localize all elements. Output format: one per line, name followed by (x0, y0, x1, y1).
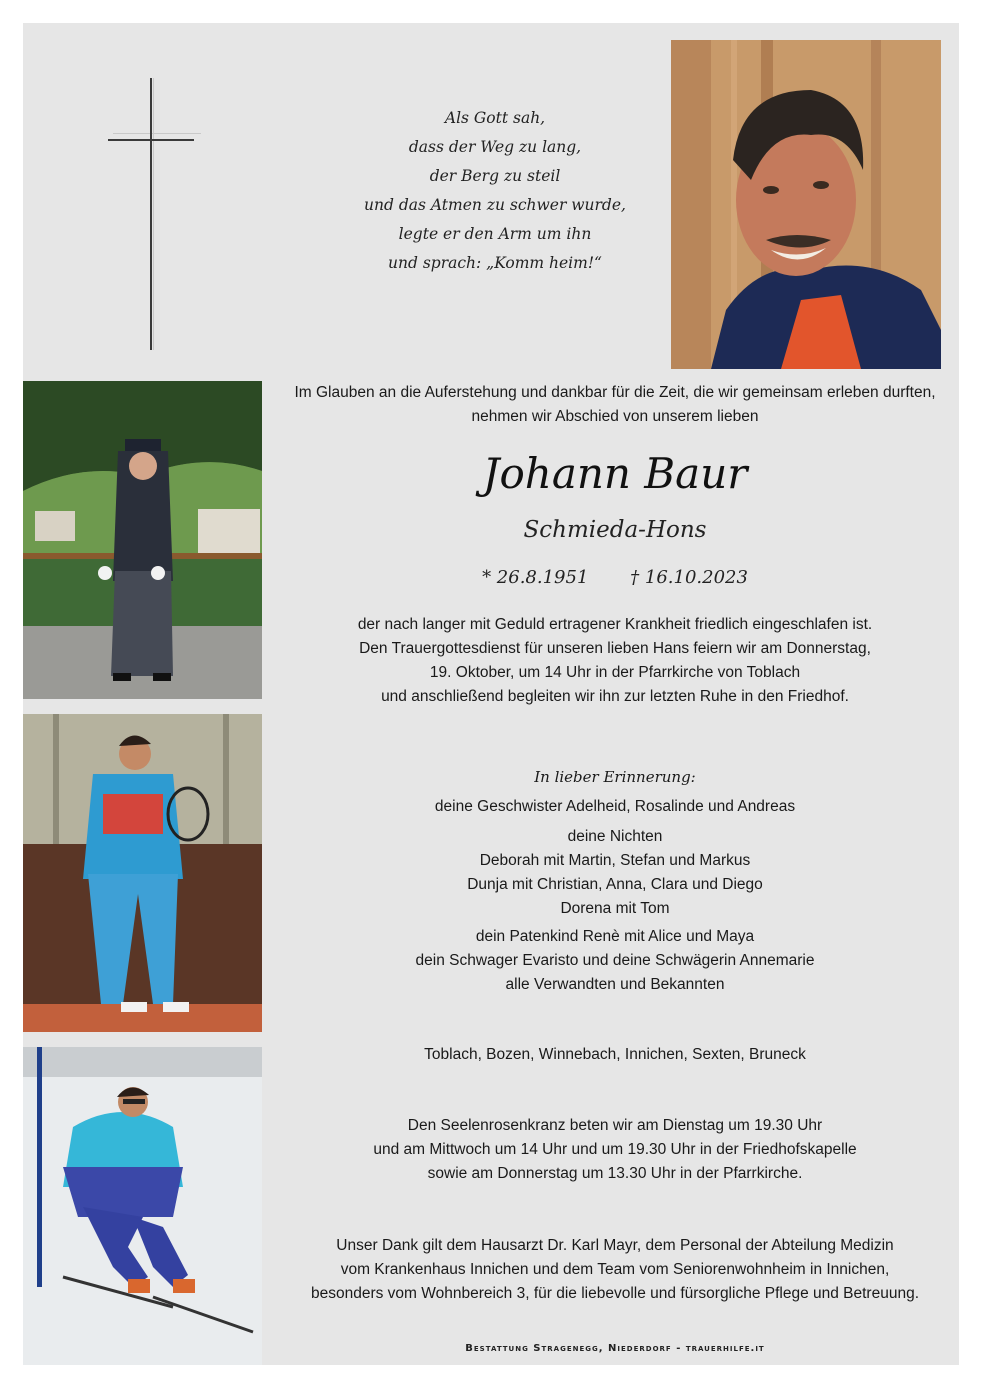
thanks-line: vom Krankenhaus Innichen und dem Team vom Seniorenwohnheim in Innichen, (340, 1261, 890, 1278)
relative-line: dein Patenkind Renè mit Alice und Maya (475, 928, 755, 945)
birth-date: * 26.8.1951 (482, 567, 589, 588)
deceased-name: Johann Baur (482, 449, 748, 498)
rosary-line: Den Seelenrosenkranz beten wir am Dienstag um 19.30 Uhr (407, 1117, 823, 1134)
poem-line: und das Atmen zu schwer wurde, (364, 196, 626, 214)
funeral-info (272, 613, 958, 709)
funeral-home-footer: Bestattung Stragenegg, Niederdorf - trauerhilfe.it (465, 1343, 765, 1354)
siblings-line: deine Geschwister Adelheid, Rosalinde und Andreas (434, 798, 796, 815)
tennis-photo (23, 714, 262, 1032)
poem-line: und sprach: „Komm heim!“ (388, 254, 602, 272)
places-line (272, 1043, 958, 1067)
thanks-line: Unser Dank gilt dem Hausarzt Dr. Karl Mayr, dem Personal der Abteilung Medizin (336, 1237, 894, 1254)
nieces-heading: deine Nichten (567, 828, 663, 845)
relative-line: dein Schwager Evaristo und deine Schwägerin Annemarie (415, 952, 815, 969)
poem-line: legte er den Arm um ihn (398, 225, 592, 243)
deceased-nickname: Schmieda-Hons (523, 517, 707, 543)
life-dates (272, 564, 958, 592)
thanks-info (272, 1234, 958, 1306)
memory-heading: In lieber Erinnerung: (534, 768, 696, 786)
relatives-block (272, 925, 958, 997)
intro-line: Im Glauben an die Auferstehung und dankbar für die Zeit, die wir gemeinsam erleben durften, (294, 384, 936, 401)
poem (340, 104, 650, 278)
rosary-line: sowie am Donnerstag um 13.30 Uhr in der Pfarrkirche. (427, 1165, 803, 1182)
skiing-photo (23, 1047, 262, 1365)
nieces-block (272, 825, 958, 921)
funeral-line: 19. Oktober, um 14 Uhr in der Pfarrkirche von Toblach (429, 664, 801, 681)
niece-line: Deborah mit Martin, Stefan und Markus (479, 852, 751, 869)
intro-line: nehmen wir Abschied von unserem lieben (471, 408, 759, 425)
niece-line: Dunja mit Christian, Anna, Clara und Diego (467, 876, 763, 893)
thanks-line: besonders vom Wohnbereich 3, für die liebevolle und fürsorgliche Pflege und Betreuung. (310, 1285, 920, 1302)
poem-line: der Berg zu steil (429, 167, 561, 185)
intro-text (272, 381, 958, 429)
mourners-list (272, 765, 958, 819)
funeral-line: und anschließend begleiten wir ihn zur letzten Ruhe in den Friedhof. (381, 688, 849, 705)
poem-line: Als Gott sah, (444, 109, 546, 127)
uniform-photo (23, 381, 262, 699)
places: Toblach, Bozen, Winnebach, Innichen, Sexten, Bruneck (424, 1046, 806, 1063)
death-date: † 16.10.2023 (630, 567, 748, 588)
funeral-line: Den Trauergottesdienst für unseren lieben Hans feiern wir am Donnerstag, (359, 640, 871, 657)
rosary-info (272, 1114, 958, 1186)
poem-line: dass der Weg zu lang, (408, 138, 582, 156)
rosary-line: und am Mittwoch um 14 Uhr und um 19.30 Uhr in der Friedhofskapelle (373, 1141, 857, 1158)
relative-line: alle Verwandten und Bekannten (505, 976, 725, 993)
portrait-photo (671, 40, 941, 369)
funeral-line: der nach langer mit Geduld ertragener Krankheit friedlich eingeschlafen ist. (357, 616, 873, 633)
niece-line: Dorena mit Tom (560, 900, 670, 917)
